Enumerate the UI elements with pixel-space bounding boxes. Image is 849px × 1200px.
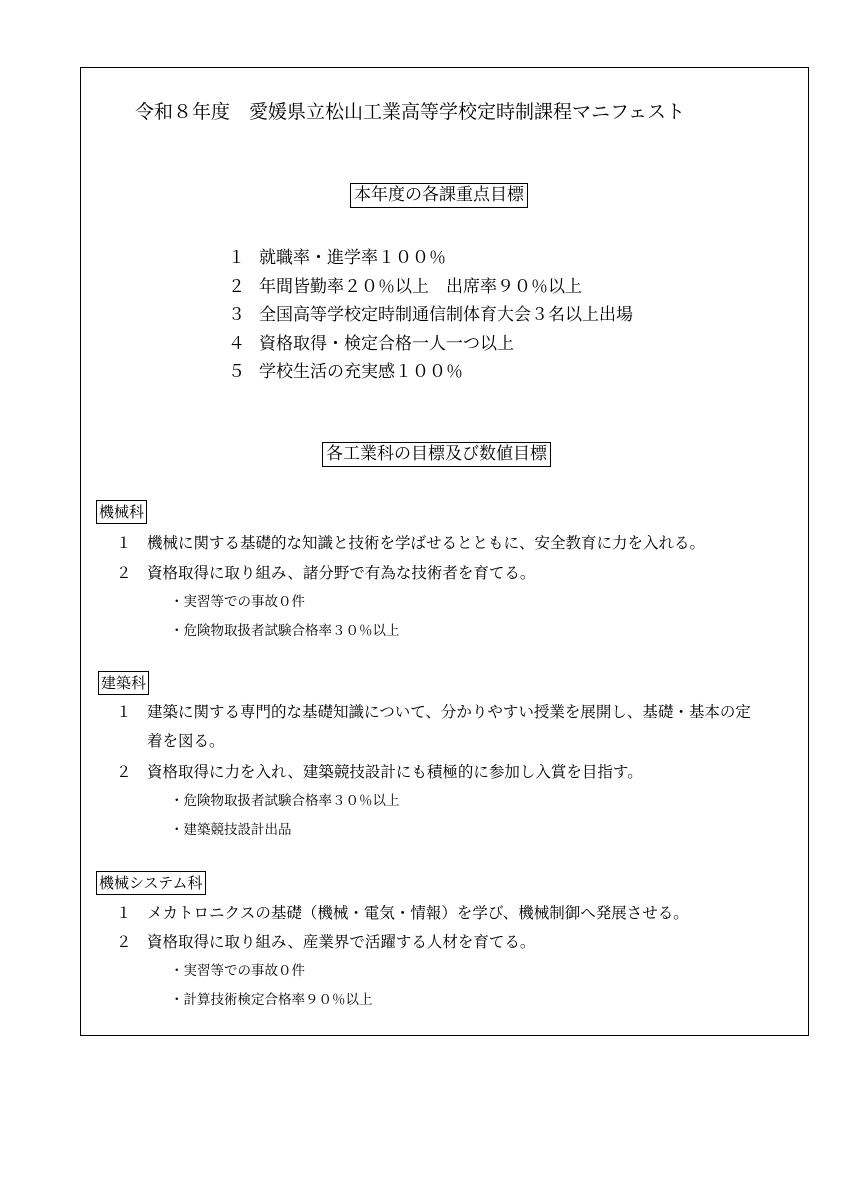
goal-item [228, 272, 582, 297]
dept-item [116, 561, 535, 583]
dept-item-text: 建築に関する専門的な基礎知識について、分かりやすい授業を展開し、基礎・基本の定着を図る。 [147, 703, 751, 750]
dept-item [116, 901, 689, 923]
dept-item-number: ２ [116, 763, 132, 781]
dept-target: ・実習等での事故０件 [170, 963, 305, 979]
goal-text: 学校生活の充実感１００％ [259, 362, 463, 382]
goal-number: ３ [228, 305, 245, 325]
dept-item-number: １ [116, 904, 132, 922]
dept-target: ・建築競技設計出品 [170, 822, 292, 838]
dept-item-number: ２ [116, 933, 132, 951]
page-title: 令和８年度 愛媛県立松山工業高等学校定時制課程マニフェスト [135, 101, 686, 123]
dept-item [116, 531, 705, 553]
dept-item [116, 930, 535, 952]
dept-target: ・実習等での事故０件 [170, 594, 305, 610]
dept-item-number: １ [116, 703, 132, 721]
goal-text: 資格取得・検定合格一人一つ以上 [259, 334, 514, 354]
dept-item-text: 資格取得に取り組み、産業界で活躍する人材を育てる。 [147, 933, 536, 951]
dept-target: ・危険物取扱者試験合格率３０％以上 [170, 623, 400, 639]
goal-item [228, 329, 514, 354]
dept-target: ・危険物取扱者試験合格率３０％以上 [170, 793, 400, 809]
dept-item-text: メカトロニクスの基礎（機械・電気・情報）を学び、機械制御へ発展させる。 [147, 904, 689, 922]
dept-item [116, 760, 643, 782]
departments-heading: 各工業科の目標及び数値目標 [322, 442, 551, 467]
goal-text: 全国高等学校定時制通信制体育大会３名以上出場 [259, 305, 633, 325]
goal-number: １ [228, 248, 245, 268]
dept-target: ・計算技術検定合格率９０％以上 [170, 992, 373, 1008]
dept-item [116, 698, 766, 756]
goal-text: 年間皆勤率２０％以上 出席率９０％以上 [259, 277, 582, 297]
dept-item-number: ２ [116, 564, 132, 582]
dept-name-mechanical: 機械科 [96, 500, 147, 524]
dept-name-mechanical-systems: 機械システム科 [96, 871, 206, 895]
dept-item-text: 資格取得に取り組み、諸分野で有為な技術者を育てる。 [147, 564, 536, 582]
dept-item-number: １ [116, 534, 132, 552]
goal-item [228, 243, 446, 268]
goals-heading: 本年度の各課重点目標 [350, 183, 528, 208]
dept-name-architecture: 建築科 [98, 671, 149, 695]
dept-item-text: 資格取得に力を入れ、建築競技設計にも積極的に参加し入賞を目指す。 [147, 763, 643, 781]
dept-item-text: 機械に関する基礎的な知識と技術を学ばせるとともに、安全教育に力を入れる。 [147, 534, 706, 552]
goal-number: ２ [228, 277, 245, 297]
goal-item [228, 300, 633, 325]
goal-text: 就職率・進学率１００％ [259, 248, 446, 268]
goal-number: ４ [228, 334, 245, 354]
goal-item [228, 357, 463, 382]
goal-number: ５ [228, 362, 245, 382]
